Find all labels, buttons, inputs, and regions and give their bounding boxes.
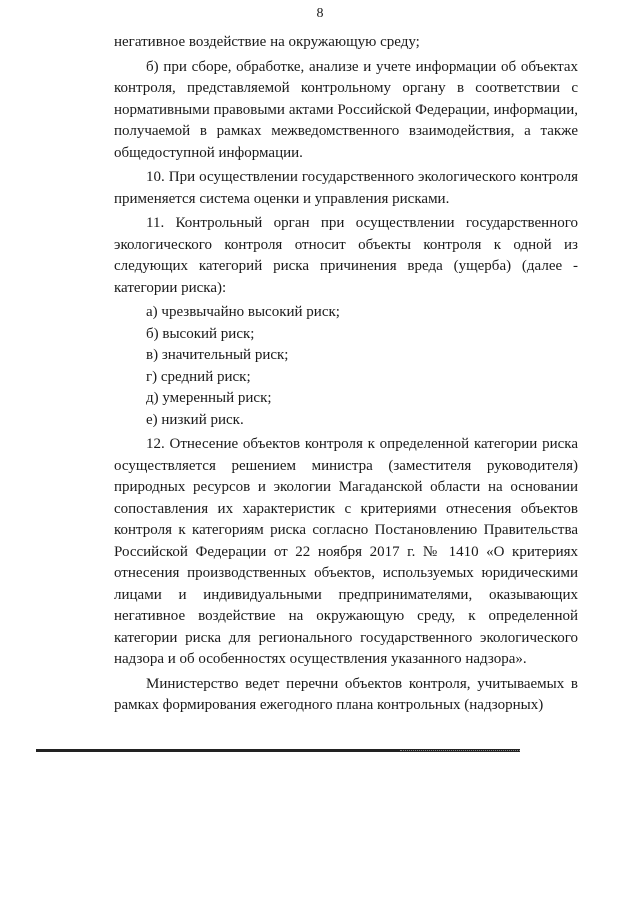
- list-item: г) средний риск;: [146, 368, 251, 385]
- paragraph: 10. При осуществлении государственного экологического контроля применяется система оценки и управления рисками.: [114, 169, 578, 207]
- page-number: 8: [316, 6, 324, 21]
- paragraph: б) при сборе, обработке, анализе и учете информации об объектах контроля, представляемой контрольному органу в соответствии с нормативными правовыми актами Российской Федерации, информации, получаемой в рамках межведомственного взаимодействия, а также общедоступной информации.: [114, 58, 578, 161]
- paragraph: 12. Отнесение объектов контроля к определенной категории риска осуществляется решением министра (заместителя руководителя) природных ресурсов и экологии Магаданской области на основании сопоставления их характеристик с критериями отнесения объектов контроля к категориям риска согласно Постановлению Правительства Российской Федерации от 22 ноября 2017 г. № 1410 «О критериях отнесения производственных объектов, используемых юридическими лицами и индивидуальными предпринимателями, оказывающих негативное воздействие на окружающую среду, к определенной категории риска для регионального государственного экологического надзора и об особенностях осуществления указанного надзора».: [114, 436, 578, 667]
- list-item: а) чрезвычайно высокий риск;: [146, 304, 340, 320]
- paragraph: Министерство ведет перечни объектов контроля, учитываемых в рамках формирования ежегодного плана контрольных (надзорных): [114, 675, 578, 713]
- list-item: е) низкий риск.: [146, 411, 244, 428]
- list-item: д) умеренный риск;: [146, 390, 272, 406]
- list-item: в) значительный риск;: [146, 347, 289, 363]
- document-body: [114, 32, 578, 717]
- footer-rule-faint: [400, 750, 520, 751]
- list-item: б) высокий риск;: [146, 325, 255, 342]
- paragraph: 11. Контрольный орган при осуществлении государственного экологического контроля относит объекты контроля к одной из следующих категорий риска причинения вреда (ущерба) (далее - категории риска):: [114, 215, 578, 296]
- paragraph: негативное воздействие на окружающую среду;: [114, 34, 420, 50]
